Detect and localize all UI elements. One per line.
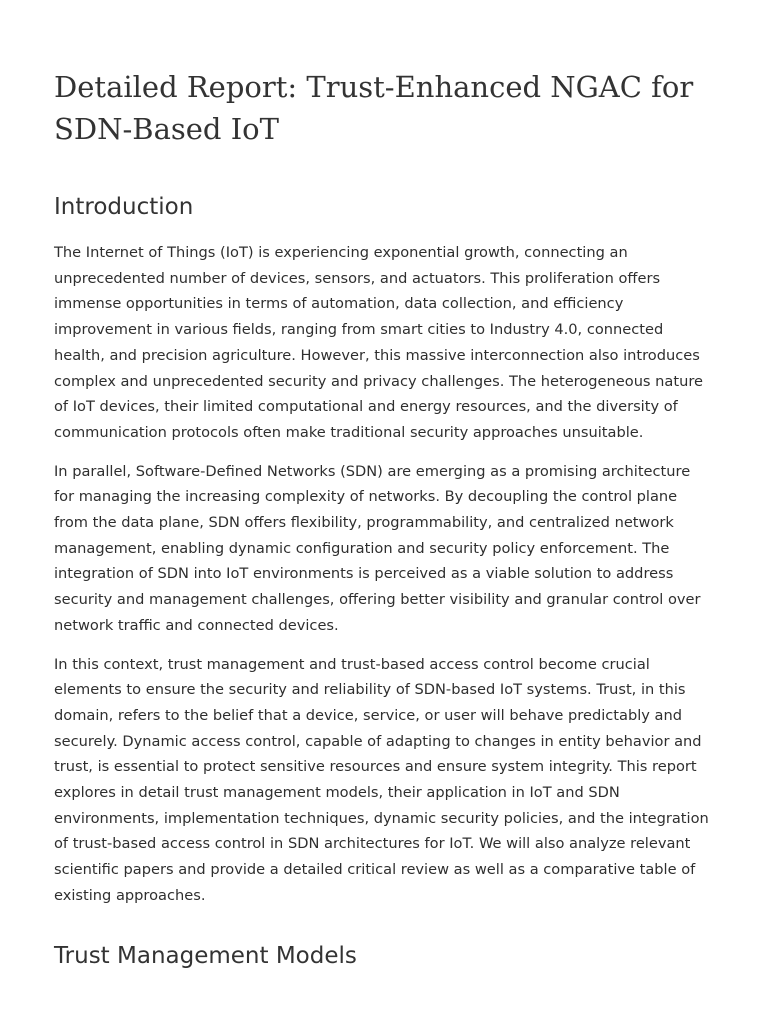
page-title: Detailed Report: Trust-Enhanced NGAC for SDN-Based IoT [54, 70, 694, 146]
section-heading-trust-management-models: Trust Management Models [54, 942, 357, 969]
section-heading-introduction: Introduction [54, 194, 194, 220]
intro-paragraph-3: In this context, trust management and trust-based access control become crucial elements to ensure the security and reliability of SDN-based IoT systems. Trust, in this domain, refers to the belief that a device, service, or user will behave predictably and securely. Dynamic access control, capable of adapting to changes in entity behavior and trust, is essential to protect sensitive resources and ensure system integrity. This report explores in detail trust management models, their application in IoT and SDN environments, implementation techniques, dynamic security policies, and the integration of trust-based access control in SDN architectures for IoT. We will also analyze relevant scientific papers and provide a detailed critical review as well as a comparative table of existing approaches. [54, 655, 709, 904]
intro-paragraph-2: In parallel, Software-Defined Networks (SDN) are emerging as a promising architecture for managing the increasing complexity of networks. By decoupling the control plane from the data plane, SDN offers flexibility, programmability, and centralized network management, enabling dynamic configuration and security policy enforcement. The integration of SDN into IoT environments is perceived as a viable solution to address security and management challenges, offering better visibility and granular control over network traffic and connected devices. [54, 462, 701, 634]
intro-paragraph-1: The Internet of Things (IoT) is experiencing exponential growth, connecting an unprecedented number of devices, sensors, and actuators. This proliferation offers immense opportunities in terms of automation, data collection, and efficiency improvement in various fields, ranging from smart cities to Industry 4.0, connected health, and precision agriculture. However, this massive interconnection also introduces complex and unprecedented security and privacy challenges. The heterogeneous nature of IoT devices, their limited computational and energy resources, and the diversity of communication protocols often make traditional security approaches unsuitable. [54, 244, 704, 441]
